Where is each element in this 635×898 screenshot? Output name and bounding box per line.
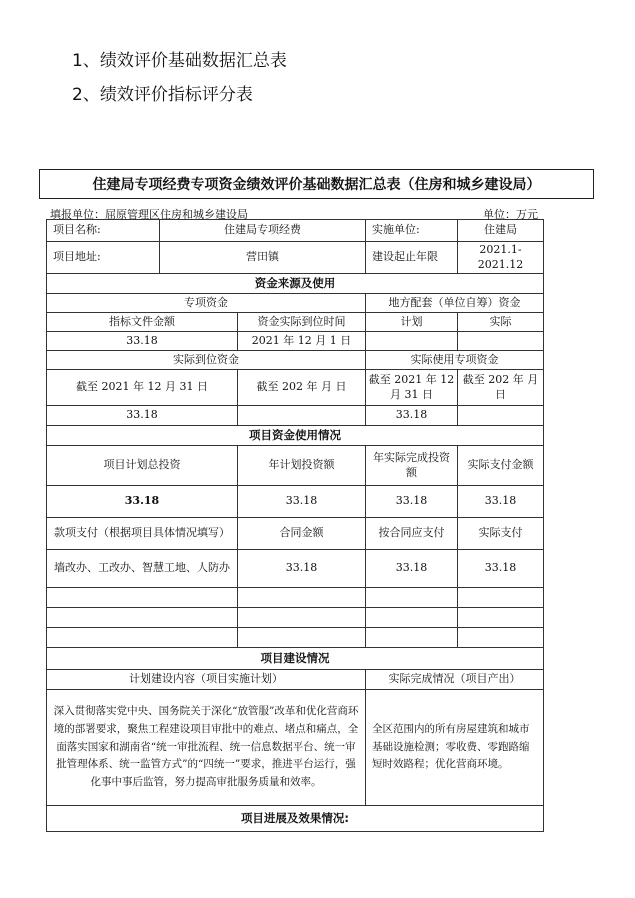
usage-header-total: 项目计划总投资 — [47, 446, 238, 486]
usage-value-total: 33.18 — [47, 486, 238, 518]
special-funds-header: 专项资金 — [47, 294, 366, 313]
plan-header: 计划 — [366, 313, 458, 332]
summary-table — [46, 219, 544, 832]
used-funds-header: 实际使用专项资金 — [366, 351, 544, 370]
currency-unit: 单位：万元 — [483, 208, 538, 221]
arrival-time-header: 资金实际到位时间 — [238, 313, 366, 332]
used-value-2 — [458, 406, 544, 426]
impl-unit: 住建局 — [458, 220, 544, 242]
project-name: 住建局专项经费 — [160, 220, 366, 242]
section-progress: 项目进展及效果情况: — [47, 806, 544, 832]
empty-row — [47, 628, 544, 648]
pay-header-contract: 合同金额 — [238, 518, 366, 550]
actual-header: 实际 — [458, 313, 544, 332]
as-of-2021-arrived: 截至 2021 年 12 月 31 日 — [47, 370, 238, 406]
as-of-202-used: 截至 202 年 月 日 — [458, 370, 544, 406]
section-funds: 资金来源及使用 — [47, 274, 544, 294]
meta-row — [50, 206, 542, 220]
plan-content-text: 深入贯彻落实党中央、国务院关于深化“放管服”改革和优化营商环境的部署要求，聚焦工程建设项目审批中的难点、堵点和痛点，全面落实国家和湖南省“统一审批流程、统一信息数据平台、统一审批管理体系、统一监管方式”的“四统一”要求，推进平台运行，强化事中事后监管，努力提高审批服务质量和效率。 — [47, 690, 366, 806]
project-name-label: 项目名称: — [47, 220, 160, 242]
address-label: 项目地址: — [47, 242, 160, 274]
plan-value — [366, 332, 458, 351]
arrived-value-2 — [238, 406, 366, 426]
usage-value-paid: 33.18 — [458, 486, 544, 518]
arrival-time-value: 2021 年 12 月 1 日 — [238, 332, 366, 351]
as-of-202-arrived: 截至 202 年 月 日 — [238, 370, 366, 406]
address: 营田镇 — [160, 242, 366, 274]
plan-content-header: 计划建设内容（项目实施计划） — [47, 670, 366, 690]
arrived-funds-header: 实际到位资金 — [47, 351, 366, 370]
section-usage: 项目资金使用情况 — [47, 426, 544, 446]
pay-row-item: 墙改办、工改办、智慧工地、人防办 — [47, 550, 238, 588]
used-value: 33.18 — [366, 406, 458, 426]
pay-header-actual: 实际支付 — [458, 518, 544, 550]
usage-value-annual-actual: 33.18 — [366, 486, 458, 518]
pay-row-contract: 33.18 — [238, 550, 366, 588]
usage-value-annual-plan: 33.18 — [238, 486, 366, 518]
usage-header-annual-actual: 年实际完成投资额 — [366, 446, 458, 486]
pay-header-item: 款项支付（根据项目具体情况填写） — [47, 518, 238, 550]
doc-amount-value: 33.18 — [47, 332, 238, 351]
pay-header-due: 按合同应支付 — [366, 518, 458, 550]
period-label: 建设起止年限 — [366, 242, 458, 274]
empty-row — [47, 588, 544, 608]
as-of-2021-used: 截至 2021 年 12 月 31 日 — [366, 370, 458, 406]
period: 2021.1-2021.12 — [458, 242, 544, 274]
intro-line-1: 1、绩效评价基础数据汇总表 — [72, 51, 287, 71]
pay-row-due: 33.18 — [366, 550, 458, 588]
local-funds-header: 地方配套（单位自筹）资金 — [366, 294, 544, 313]
arrived-value: 33.18 — [47, 406, 238, 426]
result-text: 全区范围内的所有房屋建筑和城市基础设施检测；零收费、零跑路缩短时效路程；优化营商环境。 — [366, 690, 544, 806]
intro-line-2: 2、绩效评价指标评分表 — [72, 85, 253, 105]
usage-header-annual-plan: 年计划投资额 — [238, 446, 366, 486]
table-title: 住建局专项经费专项资金绩效评价基础数据汇总表（住房和城乡建设局） — [39, 169, 594, 199]
impl-unit-label: 实施单位: — [366, 220, 458, 242]
usage-header-paid: 实际支付金额 — [458, 446, 544, 486]
empty-row — [47, 608, 544, 628]
result-header: 实际完成情况（项目产出） — [366, 670, 544, 690]
reporting-unit: 填报单位：屈原管理区住房和城乡建设局 — [50, 208, 248, 221]
actual-value — [458, 332, 544, 351]
section-construction: 项目建设情况 — [47, 648, 544, 670]
pay-row-actual: 33.18 — [458, 550, 544, 588]
doc-amount-header: 指标文件金额 — [47, 313, 238, 332]
